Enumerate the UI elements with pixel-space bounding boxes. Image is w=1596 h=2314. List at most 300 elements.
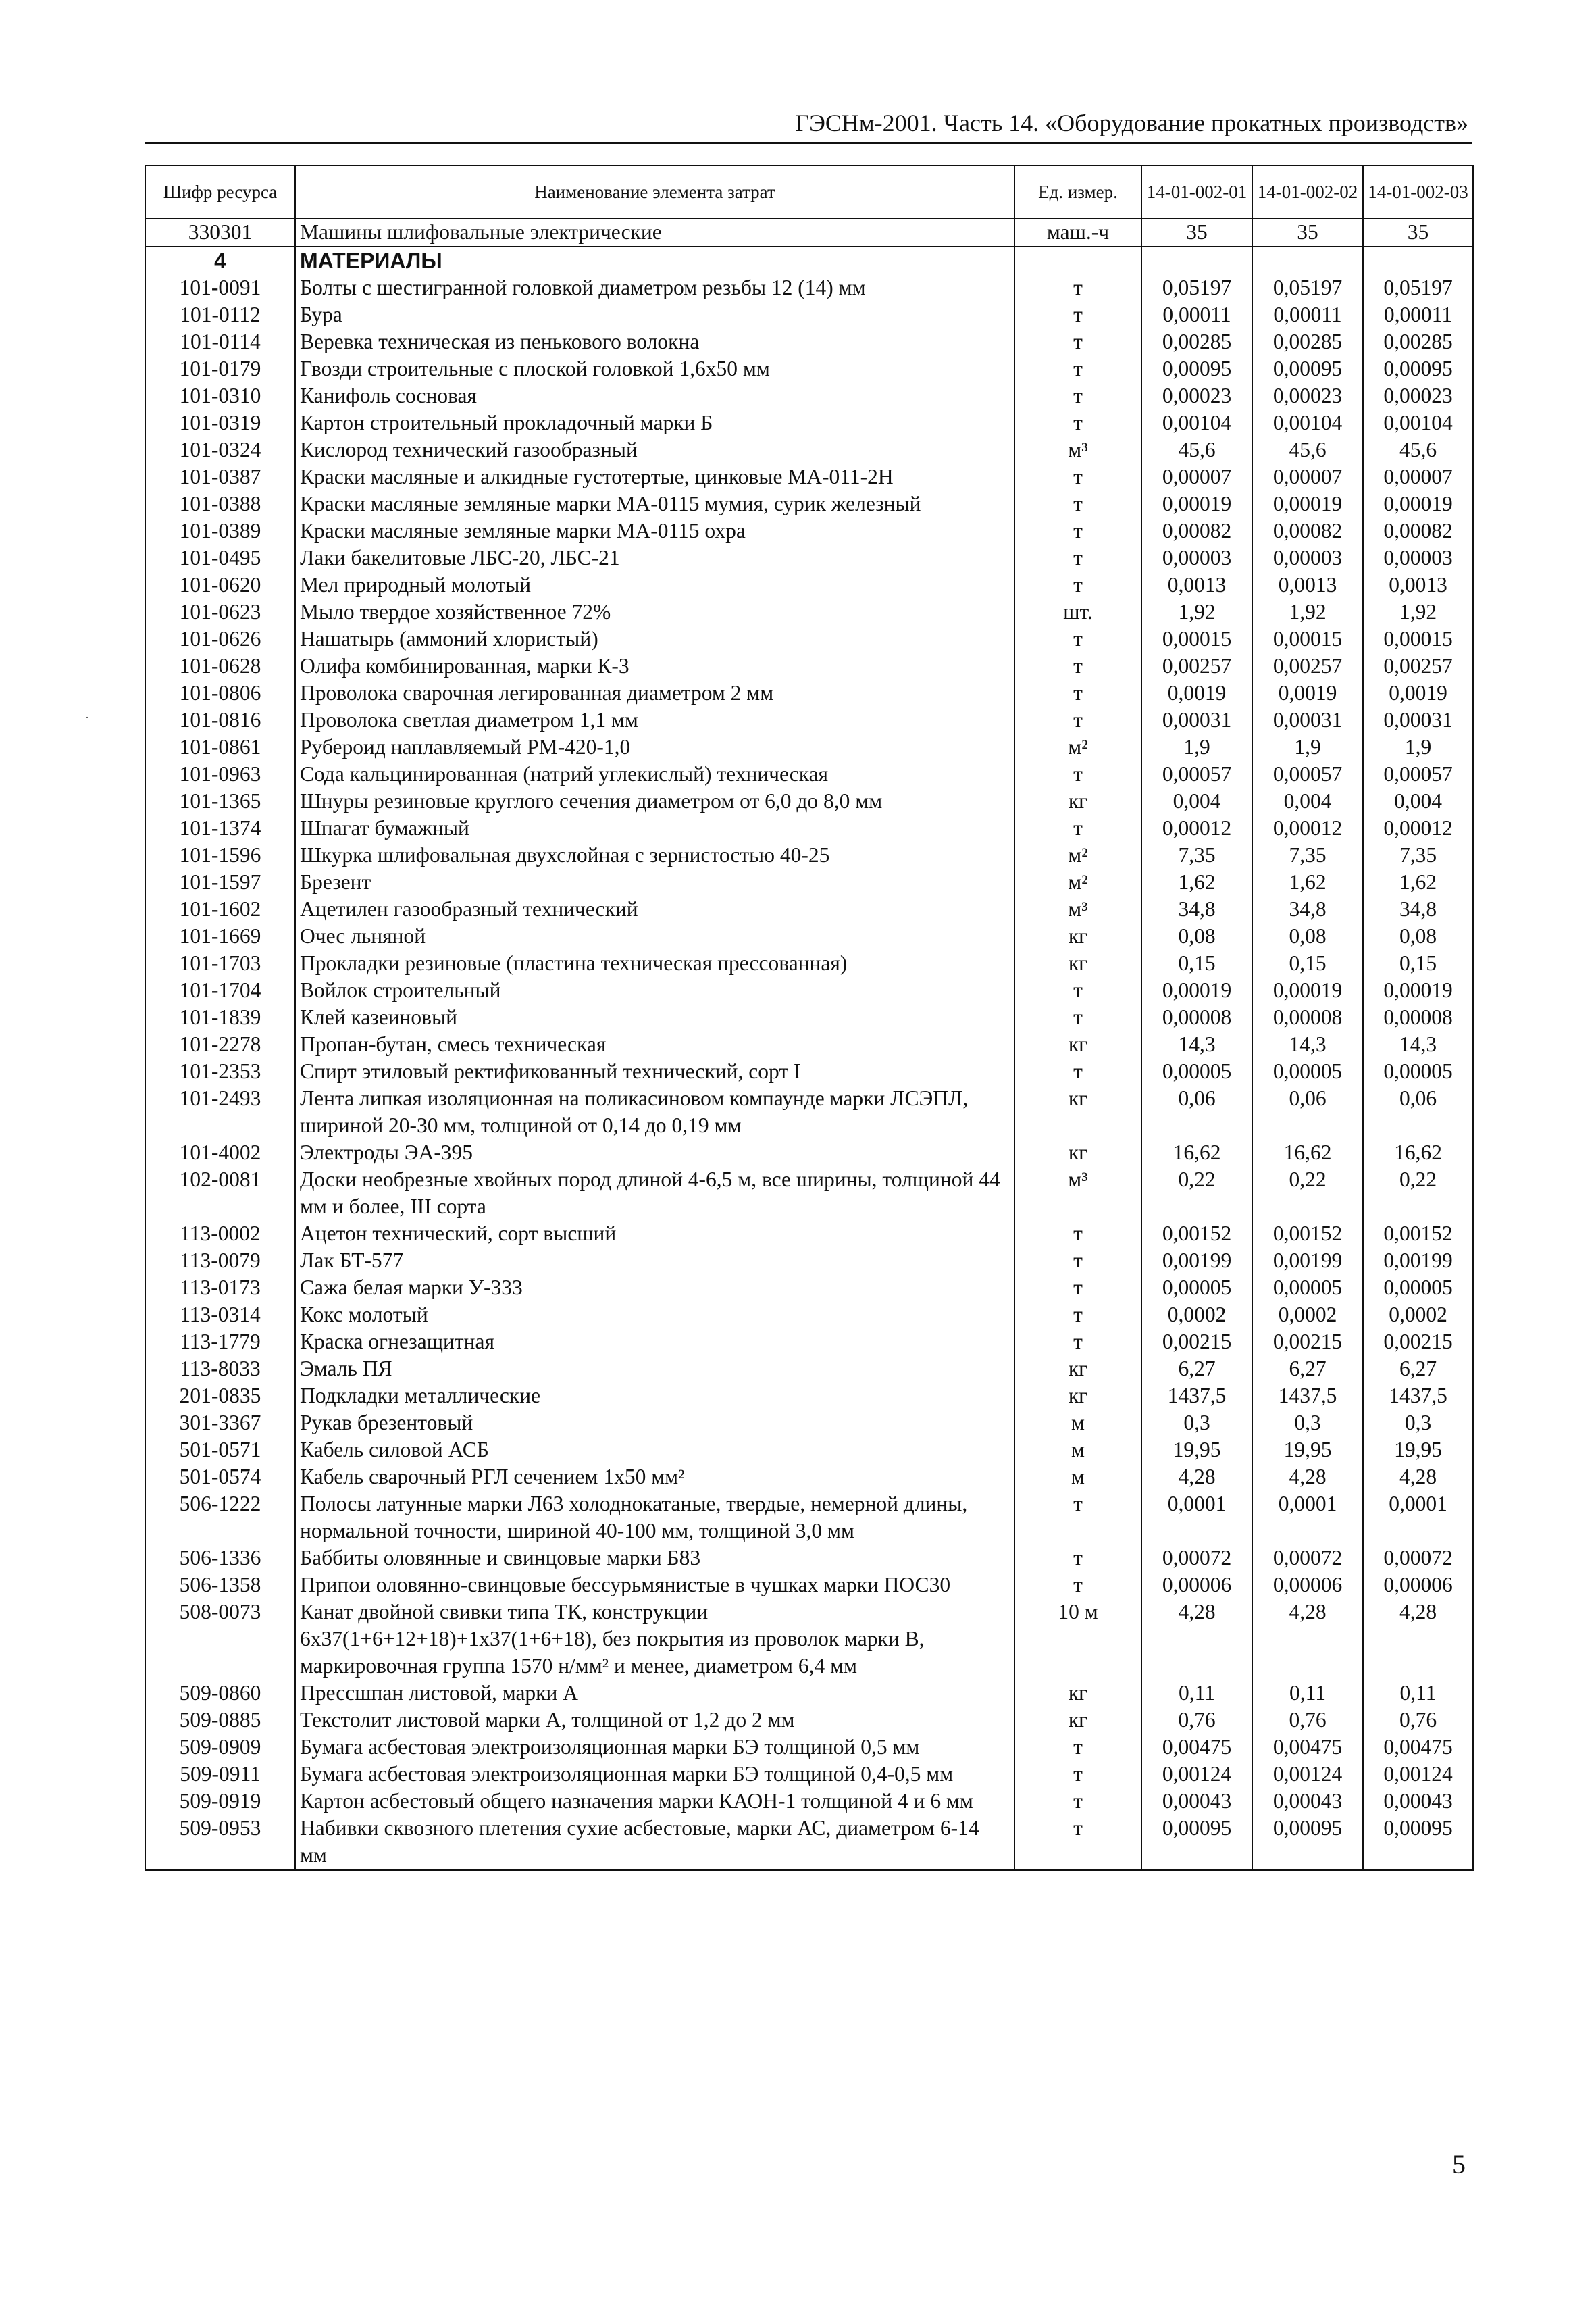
value-14-01-002-03: 0,00215 <box>1363 1328 1473 1355</box>
value-14-01-002-03: 0,76 <box>1363 1707 1473 1734</box>
resource-code: 509-0860 <box>145 1680 295 1707</box>
resource-name: Краски масляные земляные марки МА-0115 мумия, сурик железный <box>295 491 1014 518</box>
unit-cell: т <box>1014 1490 1141 1544</box>
value-14-01-002-03: 0,22 <box>1363 1166 1473 1220</box>
resource-name: Очес льняной <box>295 923 1014 950</box>
resource-code: 101-1596 <box>145 842 295 869</box>
value-14-01-002-01: 0,00152 <box>1141 1220 1252 1247</box>
resource-name: Шпагат бумажный <box>295 815 1014 842</box>
table-row <box>145 950 1473 977</box>
resource-code: 101-0626 <box>145 626 295 653</box>
value-14-01-002-01: 0,00005 <box>1141 1058 1252 1085</box>
resource-code: 101-0389 <box>145 518 295 545</box>
table-row <box>145 1328 1473 1355</box>
table-row <box>145 653 1473 680</box>
unit-cell: м³ <box>1014 896 1141 923</box>
resource-code: 101-0114 <box>145 328 295 355</box>
machine-code: 330301 <box>145 218 295 247</box>
resource-name: Кабель сварочный РГЛ сечением 1х50 мм² <box>295 1463 1014 1490</box>
unit-cell: т <box>1014 1004 1141 1031</box>
value-14-01-002-03: 0,00285 <box>1363 328 1473 355</box>
value-14-01-002-03: 0,00199 <box>1363 1247 1473 1274</box>
value-14-01-002-03: 0,00057 <box>1363 761 1473 788</box>
resource-name: Краска огнезащитная <box>295 1328 1014 1355</box>
value-14-01-002-01: 1437,5 <box>1141 1382 1252 1409</box>
resource-name: Гвозди строительные с плоской головкой 1,6х50 мм <box>295 355 1014 382</box>
table-row <box>145 923 1473 950</box>
value-14-01-002-03: 0,00023 <box>1363 382 1473 409</box>
resource-name: Ацетилен газообразный технический <box>295 896 1014 923</box>
table-row <box>145 518 1473 545</box>
table-row <box>145 869 1473 896</box>
value-14-01-002-01: 0,00257 <box>1141 653 1252 680</box>
unit-cell: т <box>1014 301 1141 328</box>
resource-code: 101-0816 <box>145 707 295 734</box>
resource-code: 101-0623 <box>145 599 295 626</box>
table-row <box>145 382 1473 409</box>
value-14-01-002-03: 0,15 <box>1363 950 1473 977</box>
running-header <box>145 108 1472 144</box>
value-14-01-002-01: 0,00124 <box>1141 1761 1252 1788</box>
unit-cell: м³ <box>1014 1166 1141 1220</box>
value-14-01-002-03: 0,00019 <box>1363 977 1473 1004</box>
value-14-01-002-02: 0,00257 <box>1252 653 1363 680</box>
value-14-01-002-03: 0,00005 <box>1363 1274 1473 1301</box>
value-14-01-002-02: 0,00475 <box>1252 1734 1363 1761</box>
value-14-01-002-03: 0,00095 <box>1363 355 1473 382</box>
table-row <box>145 1544 1473 1571</box>
value-14-01-002-02: 0,0019 <box>1252 680 1363 707</box>
resource-code: 101-1704 <box>145 977 295 1004</box>
resource-name: Картон асбестовый общего назначения марки КАОН-1 толщиной 4 и 6 мм <box>295 1788 1014 1815</box>
value-14-01-002-01: 0,00095 <box>1141 1815 1252 1870</box>
table-row <box>145 545 1473 572</box>
machine-row <box>145 218 1473 247</box>
value-14-01-002-03: 6,27 <box>1363 1355 1473 1382</box>
value-14-01-002-01: 45,6 <box>1141 436 1252 463</box>
value-14-01-002-03: 0,00019 <box>1363 491 1473 518</box>
value-14-01-002-02: 6,27 <box>1252 1355 1363 1382</box>
value-14-01-002-02: 1,92 <box>1252 599 1363 626</box>
value-14-01-002-01: 0,00019 <box>1141 491 1252 518</box>
unit-cell: т <box>1014 572 1141 599</box>
value-14-01-002-02: 0,00199 <box>1252 1247 1363 1274</box>
unit-cell: м² <box>1014 869 1141 896</box>
unit-cell: т <box>1014 1761 1141 1788</box>
resource-name: Кокс молотый <box>295 1301 1014 1328</box>
value-14-01-002-02: 0,00007 <box>1252 463 1363 491</box>
table-row <box>145 1788 1473 1815</box>
unit-cell: м² <box>1014 734 1141 761</box>
unit-cell: т <box>1014 409 1141 436</box>
value-14-01-002-03: 0,00043 <box>1363 1788 1473 1815</box>
resource-name: Кабель силовой АСБ <box>295 1436 1014 1463</box>
column-header-name: Наименование элемента затрат <box>295 166 1014 218</box>
resource-name: Набивки сквозного плетения сухие асбестовые, марки АС, диаметром 6-14 мм <box>295 1815 1014 1870</box>
resource-name: Припои оловянно-свинцовые бессурьмянистые в чушках марки ПОС30 <box>295 1571 1014 1599</box>
unit-cell: м <box>1014 1409 1141 1436</box>
table-row <box>145 491 1473 518</box>
resource-code: 101-0324 <box>145 436 295 463</box>
table-row <box>145 463 1473 491</box>
resource-code: 101-2353 <box>145 1058 295 1085</box>
unit-cell: т <box>1014 1788 1141 1815</box>
value-14-01-002-02: 0,00012 <box>1252 815 1363 842</box>
value-14-01-002-01: 4,28 <box>1141 1463 1252 1490</box>
resource-name: Краски масляные и алкидные густотертые, цинковые МА-011-2Н <box>295 463 1014 491</box>
table-row <box>145 1409 1473 1436</box>
resource-name: Шнуры резиновые круглого сечения диаметром от 6,0 до 8,0 мм <box>295 788 1014 815</box>
table-row <box>145 328 1473 355</box>
unit-cell: т <box>1014 463 1141 491</box>
value-14-01-002-01: 0,08 <box>1141 923 1252 950</box>
unit-cell: м³ <box>1014 436 1141 463</box>
table-row <box>145 1301 1473 1328</box>
table-row <box>145 1220 1473 1247</box>
resource-code: 101-0091 <box>145 274 295 301</box>
unit-cell: т <box>1014 1274 1141 1301</box>
resource-name: Сажа белая марки У-333 <box>295 1274 1014 1301</box>
table-row <box>145 301 1473 328</box>
value-14-01-002-01: 0,00008 <box>1141 1004 1252 1031</box>
resource-name: Пропан-бутан, смесь техническая <box>295 1031 1014 1058</box>
resource-name: Олифа комбинированная, марки К-3 <box>295 653 1014 680</box>
value-14-01-002-02: 0,004 <box>1252 788 1363 815</box>
value-14-01-002-01: 0,00006 <box>1141 1571 1252 1599</box>
resource-name: Проволока светлая диаметром 1,1 мм <box>295 707 1014 734</box>
unit-cell: кг <box>1014 923 1141 950</box>
value-14-01-002-02: 0,00072 <box>1252 1544 1363 1571</box>
resource-code: 101-0310 <box>145 382 295 409</box>
column-header-14-01-002-01: 14-01-002-01 <box>1141 166 1252 218</box>
table-row <box>145 680 1473 707</box>
table-row <box>145 1085 1473 1139</box>
value-14-01-002-03: 0,00012 <box>1363 815 1473 842</box>
resource-code: 101-2493 <box>145 1085 295 1139</box>
unit-cell: т <box>1014 977 1141 1004</box>
unit-cell: кг <box>1014 1031 1141 1058</box>
value-14-01-002-01: 0,00031 <box>1141 707 1252 734</box>
column-header-unit: Ед. измер. <box>1014 166 1141 218</box>
section-row <box>145 247 1473 274</box>
unit-cell: т <box>1014 328 1141 355</box>
table-row <box>145 1274 1473 1301</box>
value-14-01-002-03: 0,00257 <box>1363 653 1473 680</box>
resource-name: Баббиты оловянные и свинцовые марки Б83 <box>295 1544 1014 1571</box>
value-14-01-002-01: 0,00095 <box>1141 355 1252 382</box>
resource-name: Спирт этиловый ректификованный технический, сорт I <box>295 1058 1014 1085</box>
unit-cell: т <box>1014 1247 1141 1274</box>
value-14-01-002-02: 0,00023 <box>1252 382 1363 409</box>
table-row <box>145 572 1473 599</box>
resource-name: Текстолит листовой марки А, толщиной от 1,2 до 2 мм <box>295 1707 1014 1734</box>
resource-code: 101-0963 <box>145 761 295 788</box>
value-14-01-002-02: 0,0001 <box>1252 1490 1363 1544</box>
value-14-01-002-02: 0,00015 <box>1252 626 1363 653</box>
value-14-01-002-02: 0,00104 <box>1252 409 1363 436</box>
value-14-01-002-03: 0,00072 <box>1363 1544 1473 1571</box>
value-14-01-002-03: 0,00475 <box>1363 1734 1473 1761</box>
value-14-01-002-02: 4,28 <box>1252 1463 1363 1490</box>
unit-cell: т <box>1014 1571 1141 1599</box>
running-header-title: ГЭСНм-2001. Часть 14. «Оборудование прокатных производств» <box>795 109 1468 136</box>
value-14-01-002-03: 0,00124 <box>1363 1761 1473 1788</box>
unit-cell: т <box>1014 382 1141 409</box>
resource-code: 101-0387 <box>145 463 295 491</box>
value-14-01-002-03: 0,0001 <box>1363 1490 1473 1544</box>
value-14-01-002-03: 0,08 <box>1363 923 1473 950</box>
machine-value-3: 35 <box>1363 218 1473 247</box>
resource-code: 113-0173 <box>145 1274 295 1301</box>
value-14-01-002-02: 0,00006 <box>1252 1571 1363 1599</box>
table-row <box>145 1139 1473 1166</box>
table-row <box>145 707 1473 734</box>
value-14-01-002-03: 4,28 <box>1363 1463 1473 1490</box>
resource-name: Брезент <box>295 869 1014 896</box>
resource-name: Полосы латунные марки Л63 холоднокатаные, твердые, немерной длины, нормальной точности, шириной 40-100 мм, толщиной 3,0 мм <box>295 1490 1014 1544</box>
value-14-01-002-01: 0,06 <box>1141 1085 1252 1139</box>
resource-name: Шкурка шлифовальная двухслойная с зернистостью 40-25 <box>295 842 1014 869</box>
resource-name: Войлок строительный <box>295 977 1014 1004</box>
table-row <box>145 734 1473 761</box>
value-14-01-002-03: 0,3 <box>1363 1409 1473 1436</box>
resource-name: Бура <box>295 301 1014 328</box>
value-14-01-002-02: 0,00095 <box>1252 1815 1363 1870</box>
value-14-01-002-01: 1,92 <box>1141 599 1252 626</box>
table-row <box>145 1166 1473 1220</box>
value-14-01-002-02: 0,00152 <box>1252 1220 1363 1247</box>
table-row <box>145 274 1473 301</box>
resource-code: 101-0806 <box>145 680 295 707</box>
value-14-01-002-02: 0,0013 <box>1252 572 1363 599</box>
resource-code: 101-1597 <box>145 869 295 896</box>
value-14-01-002-02: 0,00215 <box>1252 1328 1363 1355</box>
value-14-01-002-01: 4,28 <box>1141 1599 1252 1680</box>
value-14-01-002-02: 0,0002 <box>1252 1301 1363 1328</box>
resource-name: Мыло твердое хозяйственное 72% <box>295 599 1014 626</box>
resource-name: Электроды ЭА-395 <box>295 1139 1014 1166</box>
value-14-01-002-01: 0,00072 <box>1141 1544 1252 1571</box>
value-14-01-002-02: 0,11 <box>1252 1680 1363 1707</box>
value-14-01-002-02: 0,05197 <box>1252 274 1363 301</box>
machine-value-2: 35 <box>1252 218 1363 247</box>
resource-code: 509-0953 <box>145 1815 295 1870</box>
unit-cell: т <box>1014 518 1141 545</box>
resource-name: Краски масляные земляные марки МА-0115 охра <box>295 518 1014 545</box>
resource-name: Нашатырь (аммоний хлористый) <box>295 626 1014 653</box>
value-14-01-002-03: 0,0002 <box>1363 1301 1473 1328</box>
machine-name: Машины шлифовальные электрические <box>295 218 1014 247</box>
value-14-01-002-01: 0,00043 <box>1141 1788 1252 1815</box>
table-header-row <box>145 166 1473 218</box>
table-row <box>145 788 1473 815</box>
value-14-01-002-01: 0,004 <box>1141 788 1252 815</box>
value-14-01-002-03: 14,3 <box>1363 1031 1473 1058</box>
value-14-01-002-02: 1,62 <box>1252 869 1363 896</box>
value-14-01-002-02: 0,15 <box>1252 950 1363 977</box>
unit-cell: м <box>1014 1436 1141 1463</box>
resource-name: Прокладки резиновые (пластина техническая прессованная) <box>295 950 1014 977</box>
resource-name: Сода кальцинированная (натрий углекислый) техническая <box>295 761 1014 788</box>
value-14-01-002-02: 0,00124 <box>1252 1761 1363 1788</box>
resource-name: Доски необрезные хвойных пород длиной 4-6,5 м, все ширины, толщиной 44 мм и более, III сорта <box>295 1166 1014 1220</box>
value-14-01-002-01: 0,00005 <box>1141 1274 1252 1301</box>
value-14-01-002-03: 0,06 <box>1363 1085 1473 1139</box>
table-row <box>145 1382 1473 1409</box>
value-14-01-002-01: 0,05197 <box>1141 274 1252 301</box>
value-14-01-002-01: 1,62 <box>1141 869 1252 896</box>
unit-cell: т <box>1014 1220 1141 1247</box>
unit-cell: т <box>1014 653 1141 680</box>
value-14-01-002-02: 0,06 <box>1252 1085 1363 1139</box>
value-14-01-002-03: 0,00104 <box>1363 409 1473 436</box>
unit-cell: т <box>1014 1058 1141 1085</box>
value-14-01-002-02: 0,00285 <box>1252 328 1363 355</box>
value-14-01-002-01: 0,0013 <box>1141 572 1252 599</box>
unit-cell: т <box>1014 707 1141 734</box>
unit-cell: т <box>1014 1328 1141 1355</box>
section-title: МАТЕРИАЛЫ <box>295 247 1014 274</box>
value-14-01-002-01: 0,00475 <box>1141 1734 1252 1761</box>
value-14-01-002-03: 0,00082 <box>1363 518 1473 545</box>
table-row <box>145 599 1473 626</box>
value-14-01-002-01: 0,00285 <box>1141 328 1252 355</box>
value-14-01-002-03: 34,8 <box>1363 896 1473 923</box>
table-row <box>145 1490 1473 1544</box>
resource-code: 506-1222 <box>145 1490 295 1544</box>
table-row <box>145 355 1473 382</box>
resource-code: 501-0571 <box>145 1436 295 1463</box>
resource-name: Рукав брезентовый <box>295 1409 1014 1436</box>
unit-cell: т <box>1014 1815 1141 1870</box>
column-header-14-01-002-02: 14-01-002-02 <box>1252 166 1363 218</box>
table-row <box>145 436 1473 463</box>
value-14-01-002-01: 0,00057 <box>1141 761 1252 788</box>
unit-cell: кг <box>1014 950 1141 977</box>
value-14-01-002-03: 4,28 <box>1363 1599 1473 1680</box>
resource-code: 101-0179 <box>145 355 295 382</box>
value-14-01-002-01: 0,00023 <box>1141 382 1252 409</box>
value-14-01-002-03: 0,00008 <box>1363 1004 1473 1031</box>
unit-cell: кг <box>1014 1680 1141 1707</box>
value-14-01-002-03: 45,6 <box>1363 436 1473 463</box>
resource-name: Канифоль сосновая <box>295 382 1014 409</box>
value-14-01-002-03: 0,004 <box>1363 788 1473 815</box>
value-14-01-002-02: 0,22 <box>1252 1166 1363 1220</box>
value-14-01-002-03: 0,0019 <box>1363 680 1473 707</box>
table-row <box>145 1004 1473 1031</box>
resource-code: 113-0314 <box>145 1301 295 1328</box>
value-14-01-002-03: 0,00095 <box>1363 1815 1473 1870</box>
column-header-code: Шифр ресурса <box>145 166 295 218</box>
resource-code: 301-3367 <box>145 1409 295 1436</box>
value-14-01-002-02: 0,00019 <box>1252 491 1363 518</box>
section-code: 4 <box>145 247 295 274</box>
table-row <box>145 1680 1473 1707</box>
resource-code: 506-1358 <box>145 1571 295 1599</box>
table-row <box>145 1436 1473 1463</box>
resource-code: 101-4002 <box>145 1139 295 1166</box>
resource-name: Клей казеиновый <box>295 1004 1014 1031</box>
table-row <box>145 896 1473 923</box>
value-14-01-002-02: 1,9 <box>1252 734 1363 761</box>
unit-cell: кг <box>1014 1085 1141 1139</box>
resource-name: Ацетон технический, сорт высший <box>295 1220 1014 1247</box>
unit-cell: т <box>1014 626 1141 653</box>
value-14-01-002-02: 1437,5 <box>1252 1382 1363 1409</box>
resource-code: 101-0620 <box>145 572 295 599</box>
value-14-01-002-02: 0,00019 <box>1252 977 1363 1004</box>
resource-name: Прессшпан листовой, марки А <box>295 1680 1014 1707</box>
value-14-01-002-01: 0,00082 <box>1141 518 1252 545</box>
resource-code: 101-1669 <box>145 923 295 950</box>
resource-code: 113-0002 <box>145 1220 295 1247</box>
value-14-01-002-01: 0,00007 <box>1141 463 1252 491</box>
resource-code: 201-0835 <box>145 1382 295 1409</box>
resource-code: 509-0911 <box>145 1761 295 1788</box>
value-14-01-002-02: 0,00043 <box>1252 1788 1363 1815</box>
resource-code: 102-0081 <box>145 1166 295 1220</box>
value-14-01-002-03: 0,00003 <box>1363 545 1473 572</box>
value-14-01-002-03: 1,92 <box>1363 599 1473 626</box>
value-14-01-002-01: 0,00015 <box>1141 626 1252 653</box>
value-14-01-002-01: 0,0001 <box>1141 1490 1252 1544</box>
resource-code: 101-1703 <box>145 950 295 977</box>
value-14-01-002-02: 16,62 <box>1252 1139 1363 1166</box>
unit-cell: м² <box>1014 842 1141 869</box>
unit-cell: м <box>1014 1463 1141 1490</box>
resource-name: Канат двойной свивки типа ТК, конструкции 6х37(1+6+12+18)+1х37(1+6+18), без покрытия из проволок марки В, маркировочная группа 1570 н/мм² и менее, диаметром 6,4 мм <box>295 1599 1014 1680</box>
value-14-01-002-03: 0,11 <box>1363 1680 1473 1707</box>
value-14-01-002-02: 7,35 <box>1252 842 1363 869</box>
resource-name: Лаки бакелитовые ЛБС-20, ЛБС-21 <box>295 545 1014 572</box>
resource-code: 101-0628 <box>145 653 295 680</box>
value-14-01-002-03: 1,9 <box>1363 734 1473 761</box>
value-14-01-002-02: 0,00011 <box>1252 301 1363 328</box>
column-header-14-01-002-03: 14-01-002-03 <box>1363 166 1473 218</box>
unit-cell: кг <box>1014 1382 1141 1409</box>
resource-name: Подкладки металлические <box>295 1382 1014 1409</box>
value-14-01-002-01: 0,00199 <box>1141 1247 1252 1274</box>
value-14-01-002-01: 0,00003 <box>1141 545 1252 572</box>
resource-code: 113-1779 <box>145 1328 295 1355</box>
unit-cell: т <box>1014 761 1141 788</box>
value-14-01-002-01: 0,00019 <box>1141 977 1252 1004</box>
value-14-01-002-01: 0,76 <box>1141 1707 1252 1734</box>
resource-code: 509-0909 <box>145 1734 295 1761</box>
value-14-01-002-03: 0,00005 <box>1363 1058 1473 1085</box>
value-14-01-002-03: 0,00152 <box>1363 1220 1473 1247</box>
table-row <box>145 1058 1473 1085</box>
value-14-01-002-03: 0,0013 <box>1363 572 1473 599</box>
table-row <box>145 1355 1473 1382</box>
value-14-01-002-01: 6,27 <box>1141 1355 1252 1382</box>
resource-name: Болты с шестигранной головкой диаметром резьбы 12 (14) мм <box>295 274 1014 301</box>
table-row <box>145 815 1473 842</box>
resource-name: Мел природный молотый <box>295 572 1014 599</box>
resource-name: Рубероид наплавляемый РМ-420-1,0 <box>295 734 1014 761</box>
value-14-01-002-02: 19,95 <box>1252 1436 1363 1463</box>
resource-name: Картон строительный прокладочный марки Б <box>295 409 1014 436</box>
value-14-01-002-01: 1,9 <box>1141 734 1252 761</box>
value-14-01-002-02: 0,00095 <box>1252 355 1363 382</box>
resource-table <box>145 165 1474 1871</box>
value-14-01-002-01: 0,22 <box>1141 1166 1252 1220</box>
value-14-01-002-02: 0,00031 <box>1252 707 1363 734</box>
unit-cell: кг <box>1014 1139 1141 1166</box>
value-14-01-002-03: 0,00011 <box>1363 301 1473 328</box>
value-14-01-002-02: 0,00008 <box>1252 1004 1363 1031</box>
